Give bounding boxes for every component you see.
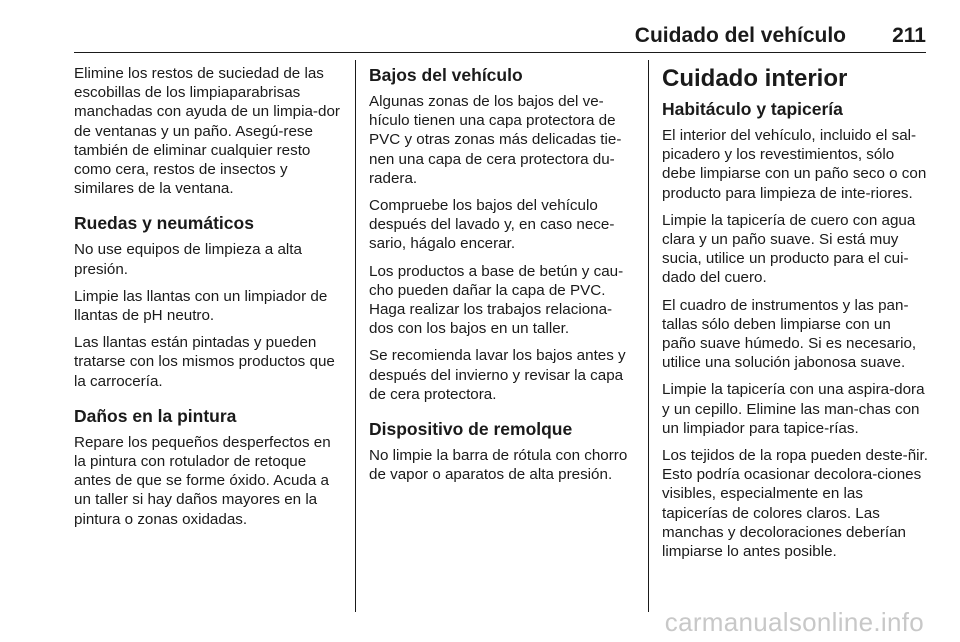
- paragraph: No limpie la barra de rótula con chorro de vapor o aparatos de alta presión.: [369, 447, 628, 484]
- chapter-title: Cuidado del vehículo: [634, 24, 846, 47]
- paragraph: Compruebe los bajos del vehículo después del lavado y, en caso nece-sario, hágalo encerar.: [369, 197, 615, 253]
- intro-paragraph: Elimine los restos de suciedad de las escobillas de los limpiaparabrisas manchadas con ayuda de un limpia-dor de ventanas y un paño. Asegú-rese también de eliminar cualquier resto como cera, restos de insectos y similares de la ventana.: [74, 65, 340, 198]
- paragraph: Las llantas están pintadas y pueden tratarse con los mismos productos que la carrocería.: [74, 334, 335, 390]
- paragraph: Limpie las llantas con un limpiador de llantas de pH neutro.: [74, 287, 328, 325]
- page-header: [74, 18, 926, 53]
- column-1: [74, 64, 340, 537]
- paragraph: Los tejidos de la ropa pueden deste-ñir. Esto podría ocasionar decolora-ciones visibles, especialmente en las tapicerías de colores claros. Las manchas y decoloraciones deberían limpiarse lo antes posible.: [662, 447, 928, 561]
- paragraph: El cuadro de instrumentos y las pan-tallas sólo deben limpiarse con un paño suave húmedo. Si es necesario, utilice una solución jabonosa suave.: [662, 296, 917, 372]
- column-divider-2: [648, 60, 649, 612]
- paragraph: Algunas zonas de los bajos del ve-hículo tienen una capa protectora de PVC y otras zonas más delicadas tie-nen una capa de cera protectora du-radera.: [369, 93, 622, 187]
- paragraph: Limpie la tapicería de cuero con agua clara y un paño suave. Si está muy sucia, utilice un producto para el cui-dado del cuero.: [662, 211, 916, 287]
- section-heading-upholstery: Habitáculo y tapicería: [662, 99, 843, 119]
- section-heading-underbody: Bajos del vehículo: [369, 65, 523, 85]
- column-2: [369, 64, 635, 492]
- page-number: 211: [892, 24, 926, 47]
- paragraph: El interior del vehículo, incluido el sal-picadero y los revestimientos, sólo debe limpiarse con un paño seco o con producto para limpieza de inte-riores.: [662, 127, 927, 202]
- main-heading-interior: Cuidado interior: [662, 65, 848, 92]
- watermark: carmanualsonline.info: [664, 607, 924, 637]
- paragraph: Se recomienda lavar los bajos antes y después del invierno y revisar la capa de cera protectora.: [369, 347, 626, 403]
- column-divider-1: [355, 60, 356, 612]
- paragraph: Los productos a base de betún y cau-cho pueden dañar la capa de PVC. Haga realizar los trabajos relaciona-dos con los bajos en un taller.: [369, 262, 624, 338]
- paragraph: Limpie la tapicería con una aspira-dora y un cepillo. Elimine las man-chas con un limpiador para tapice-rías.: [662, 381, 925, 437]
- section-heading-towing: Dispositivo de remolque: [369, 419, 573, 440]
- paragraph: Repare los pequeños desperfectos en la pintura con rotulador de retoque antes de que se forme óxido. Acuda a un taller si hay daños mayores en la pintura o zonas oxidadas.: [74, 433, 331, 528]
- column-3: [662, 64, 928, 569]
- section-heading-wheels: Ruedas y neumáticos: [74, 213, 254, 234]
- section-heading-paint: Daños en la pintura: [74, 405, 237, 426]
- paragraph: No use equipos de limpieza a alta presión.: [74, 241, 302, 278]
